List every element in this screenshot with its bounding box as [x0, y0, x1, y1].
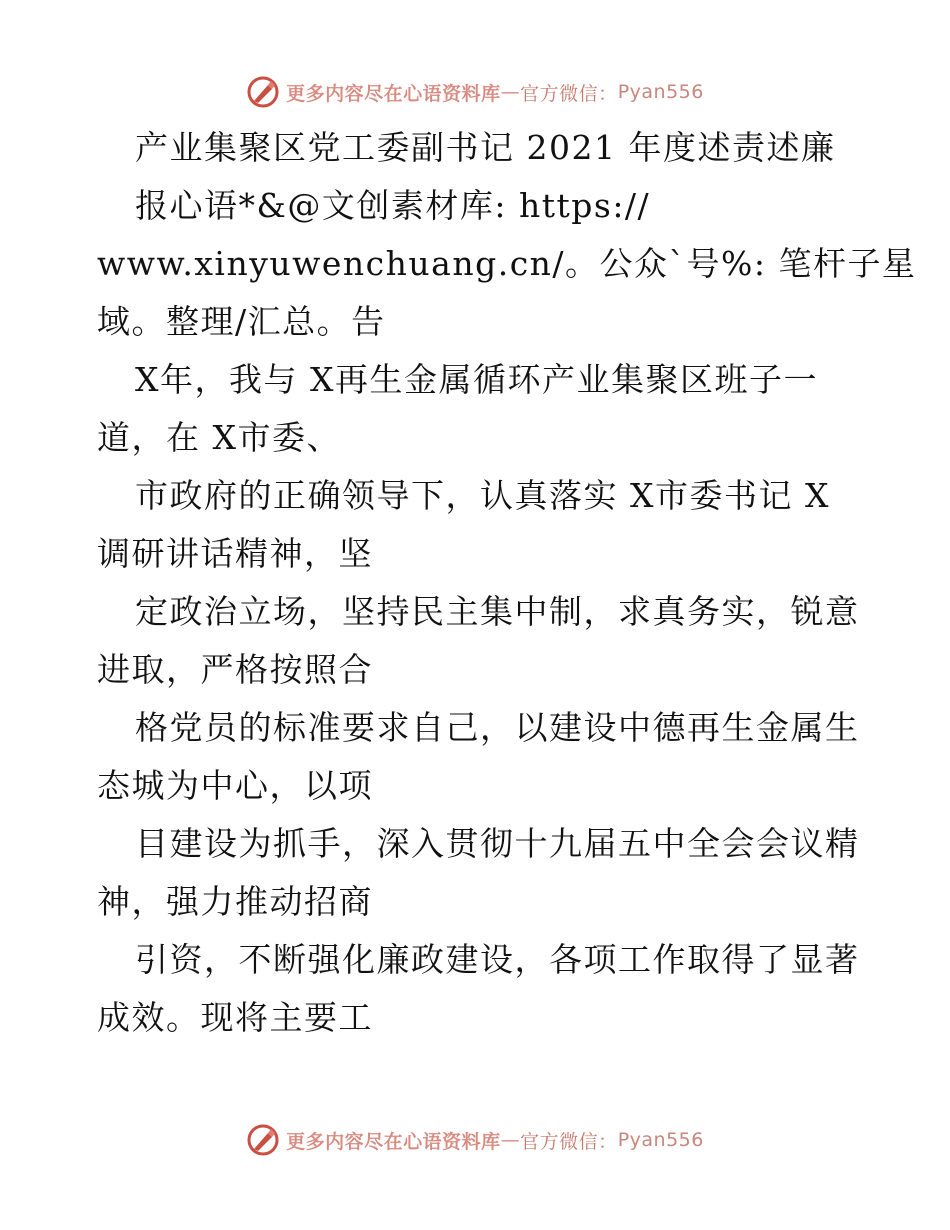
- watermark-dash: —: [500, 81, 521, 103]
- watermark-brand: 更多内容尽在心语资料库: [286, 1130, 501, 1153]
- text-line: 道，在 X市委、: [97, 418, 341, 457]
- text-line: 报心语*&@文创素材库: https://: [135, 186, 651, 225]
- text-line: 态城为中心，以项: [97, 766, 373, 805]
- document-body: [97, 119, 917, 1047]
- watermark-brand: 更多内容尽在心语资料库: [286, 82, 501, 105]
- text-line: 调研讲话精神，坚: [97, 534, 373, 573]
- text-line: 市政府的正确领导下，认真落实 X市委书记 X: [135, 476, 830, 515]
- text-line: 格党员的标准要求自己，以建设中德再生金属生: [135, 708, 860, 747]
- text-line: X年，我与 X再生金属循环产业集聚区班子一: [135, 360, 818, 399]
- text-line: 引资，不断强化廉政建设，各项工作取得了显著: [135, 940, 860, 979]
- text-line: 定政治立场，坚持民主集中制，求真务实，锐意: [135, 592, 860, 631]
- watermark-wechat-label: 官方微信：: [520, 82, 618, 105]
- text-line: 神，强力推动招商: [97, 882, 373, 921]
- watermark-wechat-id: Pyan556: [617, 1129, 704, 1151]
- watermark-dash: —: [500, 1129, 521, 1151]
- footer-watermark: [0, 1120, 950, 1160]
- text-line: 成效。现将主要工: [97, 998, 373, 1037]
- text-line: 域。整理/汇总。告: [97, 302, 386, 341]
- header-watermark: [0, 72, 950, 112]
- text-line: 产业集聚区党工委副书记 2021 年度述责述廉: [135, 128, 836, 167]
- pen-logo-icon: [246, 1123, 280, 1157]
- text-line: 进取，严格按照合: [97, 650, 373, 689]
- pen-logo-icon: [246, 75, 280, 109]
- text-line: 目建设为抓手，深入贯彻十九届五中全会会议精: [135, 824, 860, 863]
- watermark-wechat-label: 官方微信：: [520, 1130, 618, 1153]
- watermark-wechat-id: Pyan556: [617, 81, 704, 103]
- text-line: www.xinyuwenchuang.cn/。公众`号%: 笔杆子星: [97, 244, 917, 283]
